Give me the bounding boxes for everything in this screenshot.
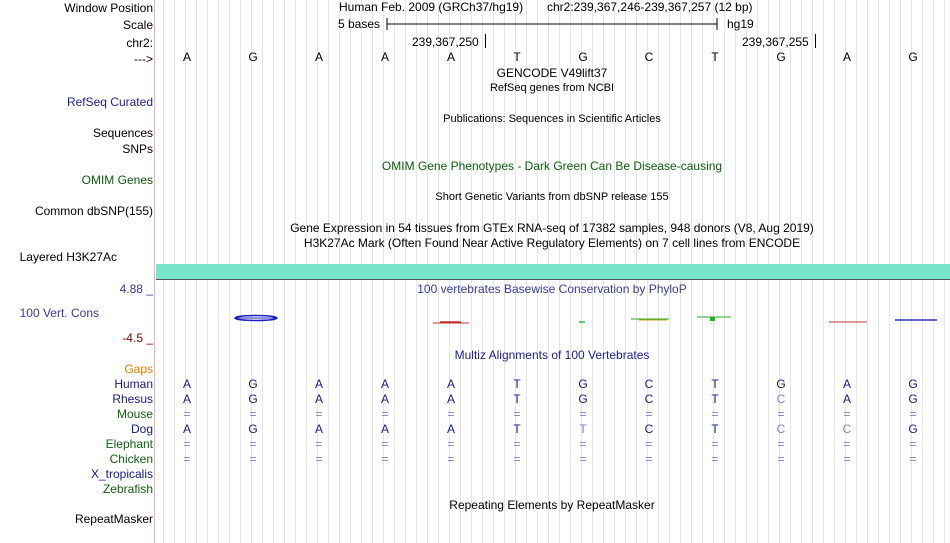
alignment-cell: A: [314, 377, 323, 391]
alignment-cell: =: [909, 452, 917, 466]
track-label-column: [0, 0, 153, 543]
alignment-cell: T: [711, 422, 719, 436]
publications-track-title: Publications: Sequences in Scientific Articles: [443, 113, 661, 125]
alignment-cell: T: [513, 422, 521, 436]
phylop-track-label[interactable]: 100 Vert. Cons: [19, 306, 99, 320]
alignment-cell: =: [249, 407, 257, 421]
alignment-cell: =: [579, 437, 587, 451]
alignment-cell: =: [513, 407, 521, 421]
alignment-cell: =: [711, 452, 719, 466]
alignment-cell: G: [908, 392, 918, 406]
alignment-cell: =: [249, 452, 257, 466]
dbsnp-track-title: Short Genetic Variants from dbSNP release 155: [435, 191, 669, 203]
alignment-cell: A: [182, 392, 191, 406]
gtex-track-title: Gene Expression in 54 tissues from GTEx RNA-seq of 17382 samples, 948 donors (V8, Aug 2019): [290, 221, 814, 235]
species-label[interactable]: Chicken: [109, 452, 153, 466]
base-letter: A: [380, 50, 389, 64]
h3k27ac-baseline: [156, 279, 950, 280]
alignment-cell: =: [513, 452, 521, 466]
alignment-cell: =: [843, 407, 851, 421]
species-label[interactable]: Elephant: [105, 437, 153, 451]
scale-bar: [386, 17, 720, 31]
species-label[interactable]: Zebrafish: [102, 482, 153, 496]
alignment-cell: G: [578, 377, 588, 391]
db-label: hg19: [727, 17, 754, 31]
alignment-cell: =: [249, 437, 257, 451]
alignment-cell: =: [315, 452, 323, 466]
alignment-cell: T: [711, 392, 719, 406]
alignment-cell: C: [776, 422, 786, 436]
alignment-cell: A: [842, 377, 851, 391]
gaps-label[interactable]: Gaps: [124, 362, 153, 376]
alignment-cell: =: [315, 407, 323, 421]
position-tick-mark-1: [485, 34, 486, 48]
base-letter: T: [711, 50, 719, 64]
species-label[interactable]: Human: [114, 377, 153, 391]
alignment-cell: T: [513, 392, 521, 406]
alignment-cell: =: [447, 407, 455, 421]
gencode-track-title: GENCODE V49lift37: [496, 66, 608, 80]
alignment-cell: A: [314, 422, 323, 436]
alignment-cell: =: [909, 407, 917, 421]
alignment-cell: G: [248, 422, 258, 436]
base-letter: G: [578, 50, 588, 64]
alignment-cell: C: [776, 392, 786, 406]
layered-h3k27ac-label[interactable]: Layered H3K27Ac: [19, 250, 117, 264]
alignment-cell: =: [711, 407, 719, 421]
alignment-cell: G: [908, 422, 918, 436]
scale-text: 5 bases: [338, 17, 381, 31]
base-letter: G: [248, 50, 258, 64]
multiz-track-title: Multiz Alignments of 100 Vertebrates: [454, 348, 650, 362]
alignment-cell: T: [711, 377, 719, 391]
alignment-cell: =: [447, 452, 455, 466]
phylop-max-value: 4.88 _: [119, 282, 153, 296]
alignment-cell: =: [645, 452, 653, 466]
alignment-cell: A: [182, 377, 191, 391]
alignment-cell: =: [843, 437, 851, 451]
position-tick-mark-2: [815, 34, 816, 48]
chrom-label: chr2:: [126, 36, 153, 50]
browser-image-area[interactable]: [155, 0, 950, 543]
snps-label[interactable]: SNPs: [122, 142, 153, 156]
alignment-cell: G: [908, 377, 918, 391]
h3k27ac-track-title: H3K27Ac Mark (Often Found Near Active Regulatory Elements) on 7 cell lines from ENCODE: [303, 236, 801, 250]
alignment-cell: A: [446, 422, 455, 436]
position-tick-1: 239,367,250: [412, 35, 479, 49]
alignment-cell: T: [513, 377, 521, 391]
alignment-cell: A: [380, 392, 389, 406]
species-label[interactable]: Rhesus: [112, 392, 153, 406]
alignment-cell: =: [183, 437, 191, 451]
omim-track-title: OMIM Gene Phenotypes - Dark Green Can Be Disease-causing: [381, 159, 723, 173]
alignment-cell: C: [644, 377, 654, 391]
common-dbsnp-label[interactable]: Common dbSNP(155): [34, 204, 153, 218]
alignment-cell: =: [579, 452, 587, 466]
alignment-cell: =: [381, 437, 389, 451]
alignment-cell: A: [446, 377, 455, 391]
omim-genes-label[interactable]: OMIM Genes: [81, 173, 153, 187]
species-label[interactable]: Mouse: [116, 407, 153, 421]
alignment-cell: =: [711, 437, 719, 451]
species-label[interactable]: Dog: [130, 422, 153, 436]
position-tick-2: 239,367,255: [742, 35, 809, 49]
alignment-cell: G: [578, 392, 588, 406]
scale-label: Scale: [122, 18, 153, 32]
strand-label: --->: [134, 52, 153, 66]
alignment-cell: G: [776, 377, 786, 391]
alignment-cell: =: [381, 452, 389, 466]
base-letter: A: [842, 50, 851, 64]
alignment-cell: T: [579, 422, 587, 436]
alignment-cell: G: [248, 392, 258, 406]
alignment-cell: =: [909, 437, 917, 451]
alignment-cell: =: [843, 452, 851, 466]
alignment-cell: A: [380, 422, 389, 436]
alignment-cell: =: [381, 407, 389, 421]
base-letter: A: [182, 50, 191, 64]
alignment-cell: =: [645, 437, 653, 451]
base-letter: T: [513, 50, 521, 64]
assembly-title: Human Feb. 2009 (GRCh37/hg19): [339, 0, 524, 14]
refseq-curated-label[interactable]: RefSeq Curated: [66, 95, 153, 109]
alignment-cell: C: [644, 422, 654, 436]
sequences-label[interactable]: Sequences: [92, 126, 153, 140]
position-range: chr2:239,367,246-239,367,257 (12 bp): [547, 0, 753, 14]
alignment-cell: =: [513, 437, 521, 451]
alignment-cell: =: [579, 407, 587, 421]
alignment-cell: A: [842, 392, 851, 406]
species-label[interactable]: X_tropicalis: [90, 467, 153, 481]
alignment-cell: =: [777, 437, 785, 451]
alignment-cell: G: [248, 377, 258, 391]
phylop-min-value: -4.5 _: [122, 331, 153, 345]
alignment-cell: C: [644, 392, 654, 406]
alignment-cell: A: [182, 422, 191, 436]
alignment-cell: =: [447, 437, 455, 451]
base-letter: G: [776, 50, 786, 64]
repeatmasker-label[interactable]: RepeatMasker: [74, 512, 153, 526]
alignment-cell: =: [183, 407, 191, 421]
base-letter: C: [644, 50, 654, 64]
alignment-cell: A: [314, 392, 323, 406]
window-position-label: Window Position: [64, 1, 153, 15]
alignment-cell: C: [842, 422, 852, 436]
alignment-cell: =: [777, 452, 785, 466]
alignment-cell: A: [446, 392, 455, 406]
base-letter: A: [314, 50, 323, 64]
refseq-track-title: RefSeq genes from NCBI: [489, 82, 615, 94]
alignment-cell: A: [380, 377, 389, 391]
alignment-cell: =: [777, 407, 785, 421]
h3k27ac-signal-bar: [156, 264, 950, 279]
phylop-track-title: 100 vertebrates Basewise Conservation by PhyloP: [417, 282, 687, 296]
alignment-cell: =: [645, 407, 653, 421]
base-letter: A: [446, 50, 455, 64]
alignment-cell: =: [183, 452, 191, 466]
base-letter: G: [908, 50, 918, 64]
phylop-signal: [155, 310, 950, 330]
repeatmasker-track-title: Repeating Elements by RepeatMasker: [449, 498, 655, 512]
alignment-cell: =: [315, 437, 323, 451]
